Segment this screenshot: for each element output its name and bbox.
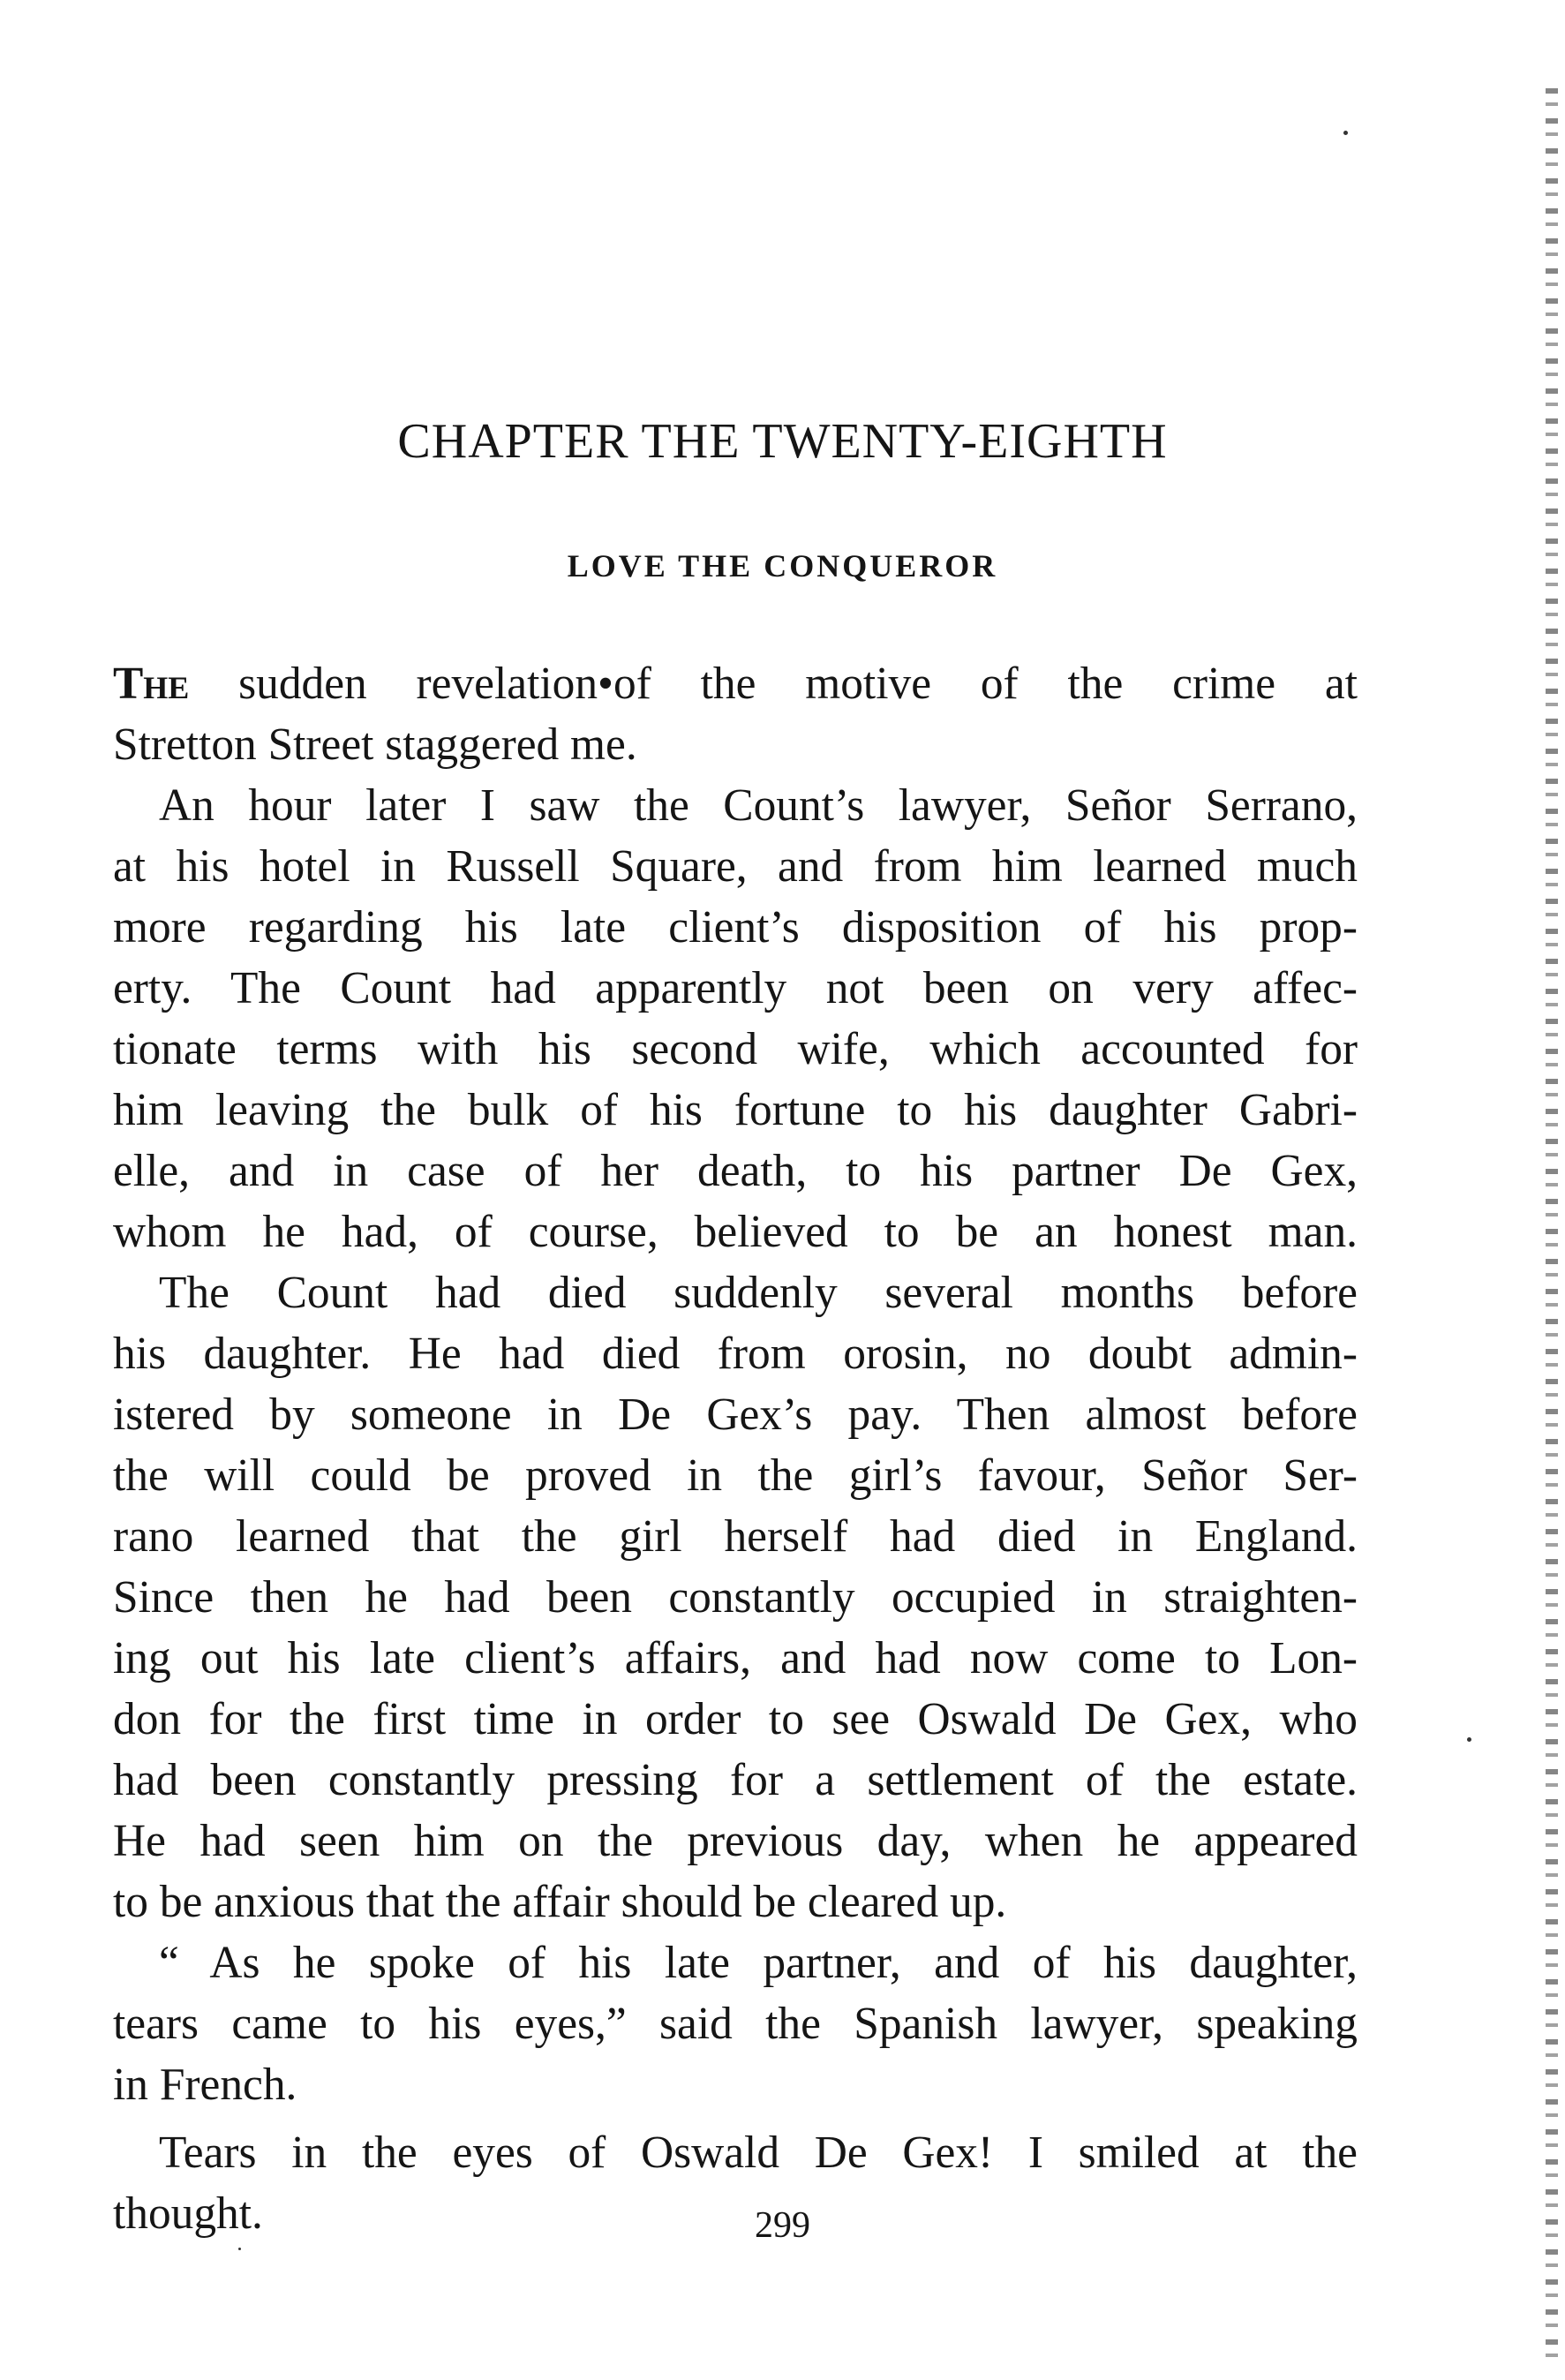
paragraph-2-line: tionate terms with his second wife, which accounted for	[113, 1024, 1358, 1074]
body-text	[113, 653, 1358, 2244]
page-number: 299	[755, 2205, 810, 2246]
paragraph-2-line: more regarding his late client’s disposition of his prop-	[113, 902, 1358, 953]
paragraph-3-line: istered by someone in De Gex’s pay. Then almost before	[113, 1390, 1358, 1440]
paragraph-3-line: his daughter. He had died from orosin, no doubt admin-	[113, 1329, 1358, 1379]
paragraph-3-line: don for the first time in order to see Oswald De Gex, who	[113, 1694, 1358, 1744]
paragraph-4-line: “ As he spoke of his late partner, and of his daughter,	[159, 1938, 1358, 1988]
paragraph-2-line: whom he had, of course, believed to be an honest man.	[113, 1207, 1358, 1257]
chapter-subtitle: LOVE THE CONQUEROR	[567, 548, 998, 584]
scan-speck	[1467, 1737, 1471, 1742]
paragraph-2-line: An hour later I saw the Count’s lawyer, Señor Serrano,	[159, 780, 1358, 831]
drop-word: The	[113, 659, 190, 709]
paragraph-4-line: in French.	[113, 2060, 297, 2110]
paragraph-3-line: ing out his late client’s affairs, and had now come to Lon-	[113, 1633, 1358, 1683]
paragraph-2-line: him leaving the bulk of his fortune to his daughter Gabri-	[113, 1085, 1358, 1135]
paragraph-3-line: to be anxious that the affair should be cleared up.	[113, 1877, 1007, 1927]
paragraph-3-line: had been constantly pressing for a settlement of the estate.	[113, 1755, 1358, 1805]
paragraph-gap	[113, 2115, 1358, 2122]
paragraph-2-line: at his hotel in Russell Square, and from him learned much	[113, 841, 1358, 892]
paragraph-3-line: He had seen him on the previous day, when he appeared	[113, 1816, 1358, 1866]
paragraph-3-line: rano learned that the girl herself had died in England.	[113, 1511, 1358, 1562]
scan-speck	[1343, 131, 1348, 135]
paragraph-2-line: elle, and in case of her death, to his partner De Gex,	[113, 1146, 1358, 1196]
paragraph-3-line: Since then he had been constantly occupied in straighten-	[113, 1572, 1358, 1623]
paragraph-5-line: Tears in the eyes of Oswald De Gex! I smiled at the	[159, 2128, 1358, 2178]
scan-speck	[238, 2248, 241, 2250]
chapter-title: CHAPTER THE TWENTY-EIGHTH	[397, 414, 1168, 469]
text-line: sudden revelation•of the motive of the crime at	[189, 659, 1358, 709]
scan-edge-shadow	[1546, 88, 1558, 2366]
paragraph-5-line: thought.	[113, 2188, 263, 2239]
paragraph-2-line: erty. The Count had apparently not been on very affec-	[113, 963, 1358, 1013]
paragraph-3-line: the will could be proved in the girl’s favour, Señor Ser-	[113, 1450, 1358, 1501]
paragraph-3-line: The Count had died suddenly several months before	[159, 1268, 1358, 1318]
paragraph-4-line: tears came to his eyes,” said the Spanish lawyer, speaking	[113, 1999, 1358, 2049]
paragraph-1-line-2: Stretton Street staggered me.	[113, 719, 637, 770]
paragraph-1-line-1	[113, 653, 1358, 714]
